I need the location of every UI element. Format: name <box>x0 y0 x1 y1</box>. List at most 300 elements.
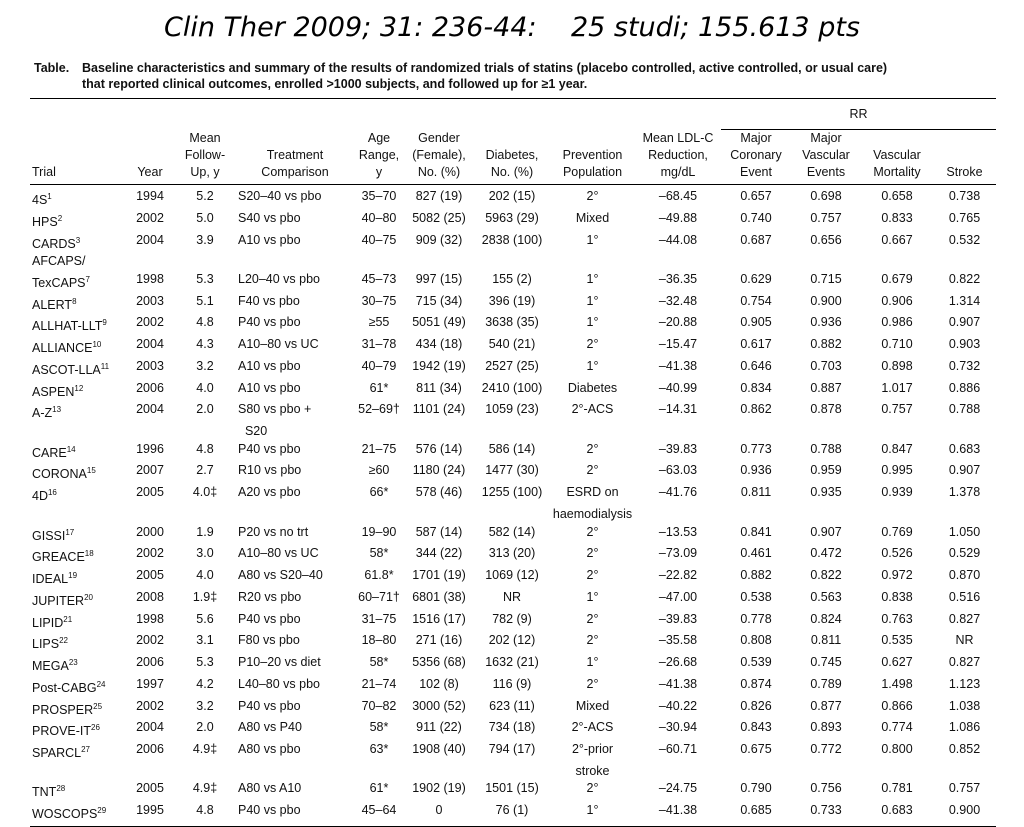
cell-treatment-text: S80 vs pbo + <box>238 402 312 417</box>
cell-followup <box>174 462 236 484</box>
cell-diabetes <box>474 763 550 781</box>
cell-major-vascular <box>791 506 861 524</box>
cell-trial-text: ALERT <box>32 297 73 312</box>
cell-trial-text: ASPEN <box>32 384 75 399</box>
cell-age-text: 45–64 <box>361 803 397 818</box>
cell-major-vascular-text: 0.822 <box>810 568 842 583</box>
cell-population <box>550 462 635 484</box>
cell-major-coronary-text: 0.687 <box>740 232 772 247</box>
cell-diabetes-text: 1501 (15) <box>485 781 539 796</box>
table-row <box>30 589 996 611</box>
cell-gender-text: 715 (34) <box>415 293 463 308</box>
cell-trial-text: JUPITER <box>32 593 85 608</box>
cell-major-vascular-text: 0.789 <box>810 676 842 691</box>
cell-major-vascular-text: 0.959 <box>810 463 842 478</box>
cell-ldl <box>635 185 721 210</box>
cell-stroke <box>933 253 996 271</box>
cell-gender <box>404 611 474 633</box>
cell-age-text: 61.8* <box>364 568 394 583</box>
cell-stroke <box>933 741 996 763</box>
cell-major-vascular <box>791 676 861 698</box>
cell-stroke <box>933 358 996 380</box>
cell-population <box>550 545 635 567</box>
cell-major-coronary-text: 0.811 <box>740 485 772 500</box>
cell-vascular-mortality-text: 0.781 <box>881 781 913 796</box>
cell-followup <box>174 741 236 763</box>
cell-ldl-text: –73.09 <box>658 546 698 561</box>
cell-treatment-text: A80 vs pbo <box>238 742 301 757</box>
cell-diabetes-text: 782 (9) <box>492 611 532 626</box>
cell-year <box>126 589 174 611</box>
cell-ldl-text: –26.68 <box>658 655 698 670</box>
cell-vascular-mortality-text: 0.774 <box>881 720 913 735</box>
cell-population <box>550 589 635 611</box>
cell-year <box>126 763 174 781</box>
cell-major-coronary-text: 0.843 <box>740 720 772 735</box>
cell-stroke <box>933 271 996 293</box>
cell-age <box>354 462 404 484</box>
cell-gender-text: 576 (14) <box>415 441 463 456</box>
table-row <box>30 380 996 402</box>
header-followup: Mean Follow- Up, y <box>174 130 236 185</box>
cell-trial-text: GREACE <box>32 550 85 565</box>
cell-vascular-mortality-text: 0.986 <box>881 315 913 330</box>
cell-gender <box>404 545 474 567</box>
cell-major-vascular-text: 0.733 <box>810 803 842 818</box>
cell-year <box>126 441 174 463</box>
cell-year-text: 2006 <box>136 655 164 670</box>
cell-diabetes-text: 2410 (100) <box>481 380 543 395</box>
cell-age-text: 40–75 <box>361 232 397 247</box>
cell-gender-text: 909 (32) <box>415 232 463 247</box>
reference-superscript: 8 <box>72 296 77 306</box>
cell-major-coronary <box>721 506 791 524</box>
cell-major-coronary <box>721 632 791 654</box>
cell-major-coronary-text: 0.617 <box>740 337 772 352</box>
reference-superscript: 7 <box>85 274 90 284</box>
table-row <box>30 611 996 633</box>
cell-trial <box>30 632 126 654</box>
cell-trial <box>30 336 126 358</box>
cell-diabetes-text: 76 (1) <box>495 803 529 818</box>
cell-ldl <box>635 611 721 633</box>
cell-major-vascular <box>791 314 861 336</box>
cell-followup-text: 5.1 <box>196 293 214 308</box>
header-year: Year <box>126 130 174 185</box>
cell-major-coronary-text: 0.826 <box>740 698 772 713</box>
cell-ldl-text: –22.82 <box>658 568 698 583</box>
table-row <box>30 423 996 441</box>
cell-major-vascular-text: 0.878 <box>810 402 842 417</box>
reference-superscript: 11 <box>100 361 110 371</box>
cell-year-text: 2002 <box>136 210 164 225</box>
cell-year <box>126 484 174 506</box>
cell-year-text: 2005 <box>136 781 164 796</box>
cell-vascular-mortality <box>861 358 933 380</box>
cell-treatment <box>236 676 354 698</box>
cell-diabetes-text: 1255 (100) <box>481 485 543 500</box>
cell-major-vascular <box>791 589 861 611</box>
cell-year <box>126 314 174 336</box>
header-row <box>30 130 996 185</box>
table-body <box>30 185 996 827</box>
cell-year-text: 2004 <box>136 720 164 735</box>
cell-followup <box>174 271 236 293</box>
cell-trial-text: CORONA <box>32 467 87 482</box>
cell-gender <box>404 589 474 611</box>
caption-line-2: that reported clinical outcomes, enrolled >1000 subjects, and followed up for ≥1 year. <box>82 77 588 91</box>
cell-ldl-text: –63.03 <box>658 463 698 478</box>
cell-ldl-text: –39.83 <box>658 441 698 456</box>
header-age: Age Range, y <box>354 130 404 185</box>
cell-treatment-text: L20–40 vs pbo <box>238 271 321 286</box>
cell-population-text: 2°-ACS <box>571 402 614 417</box>
cell-age <box>354 358 404 380</box>
cell-age <box>354 611 404 633</box>
cell-age-text: 21–75 <box>361 441 397 456</box>
cell-diabetes-text: 1059 (23) <box>485 402 539 417</box>
table-row <box>30 336 996 358</box>
cell-major-vascular-text: 0.772 <box>810 742 842 757</box>
header-stroke: Stroke <box>933 130 996 185</box>
cell-ldl-text: –35.58 <box>658 633 698 648</box>
cell-stroke-text: 0.765 <box>948 210 981 225</box>
cell-vascular-mortality <box>861 380 933 402</box>
cell-year <box>126 780 174 802</box>
cell-gender <box>404 441 474 463</box>
cell-year-text: 2000 <box>136 524 164 539</box>
cell-gender <box>404 401 474 423</box>
cell-year-text: 2002 <box>136 698 164 713</box>
cell-treatment <box>236 719 354 741</box>
cell-year-text: 2004 <box>136 402 164 417</box>
cell-followup-text: 2.0 <box>196 402 214 417</box>
cell-population <box>550 358 635 380</box>
reference-superscript: 1 <box>47 192 52 201</box>
cell-ldl <box>635 380 721 402</box>
cell-vascular-mortality-text: 0.847 <box>881 441 913 456</box>
cell-vascular-mortality <box>861 524 933 546</box>
cell-ldl <box>635 802 721 826</box>
cell-age <box>354 253 404 271</box>
cell-major-coronary <box>721 741 791 763</box>
cell-population <box>550 632 635 654</box>
cell-population-text: 2° <box>586 524 599 539</box>
cell-population <box>550 506 635 524</box>
cell-gender-text: 1902 (19) <box>412 781 466 796</box>
cell-population-text: 2° <box>586 337 599 352</box>
cell-ldl <box>635 719 721 741</box>
cell-age-text: 31–78 <box>361 337 397 352</box>
cell-trial <box>30 441 126 463</box>
cell-gender-text: 997 (15) <box>415 271 463 286</box>
cell-age <box>354 632 404 654</box>
statin-trials-table <box>30 98 996 827</box>
cell-population-text: ESRD on <box>566 485 619 500</box>
cell-stroke-text: 0.732 <box>948 358 981 373</box>
cell-stroke-text: 0.738 <box>948 189 981 203</box>
cell-gender-text: 1180 (24) <box>412 463 466 478</box>
cell-major-vascular <box>791 698 861 720</box>
cell-major-coronary-text: 0.629 <box>740 271 772 286</box>
reference-superscript: 18 <box>84 549 94 559</box>
cell-year <box>126 185 174 210</box>
cell-followup-text: 5.2 <box>196 189 214 203</box>
cell-age-text: ≥55 <box>368 315 390 330</box>
cell-vascular-mortality-text: 0.906 <box>881 293 913 308</box>
table-row <box>30 358 996 380</box>
cell-population-text: 2° <box>586 189 599 203</box>
cell-population <box>550 441 635 463</box>
cell-age <box>354 210 404 232</box>
cell-treatment <box>236 589 354 611</box>
cell-followup <box>174 802 236 826</box>
cell-population-text: 1° <box>586 655 599 670</box>
caption-line-1: Baseline characteristics and summary of the results of randomized trials of statins (placebo controlled, active controlled, or usual care) <box>82 61 888 75</box>
cell-trial <box>30 314 126 336</box>
cell-diabetes-text: 202 (15) <box>488 189 536 203</box>
cell-year <box>126 741 174 763</box>
cell-age <box>354 719 404 741</box>
cell-followup-text: 5.3 <box>196 655 214 670</box>
cell-year <box>126 545 174 567</box>
cell-diabetes-text: 586 (14) <box>488 441 536 456</box>
cell-age-text: 21–74 <box>361 676 397 691</box>
cell-year <box>126 567 174 589</box>
cell-vascular-mortality <box>861 336 933 358</box>
cell-population-text: 2° <box>586 676 599 691</box>
cell-stroke-text: 1.123 <box>948 676 981 691</box>
cell-year-text: 1994 <box>136 189 164 203</box>
cell-gender <box>404 719 474 741</box>
cell-major-vascular <box>791 358 861 380</box>
cell-treatment <box>236 545 354 567</box>
table-row <box>30 632 996 654</box>
cell-followup <box>174 524 236 546</box>
cell-major-coronary <box>721 611 791 633</box>
cell-diabetes <box>474 484 550 506</box>
cell-diabetes <box>474 210 550 232</box>
cell-treatment-text: P40 vs pbo <box>238 441 301 456</box>
cell-major-coronary <box>721 698 791 720</box>
cell-ldl <box>635 524 721 546</box>
cell-treatment-text: P40 vs pbo <box>238 315 301 330</box>
cell-treatment <box>236 802 354 826</box>
cell-followup <box>174 719 236 741</box>
cell-trial <box>30 271 126 293</box>
cell-gender-text: 271 (16) <box>415 633 463 648</box>
cell-major-coronary-text: 0.778 <box>740 611 772 626</box>
cell-trial-text: TexCAPS <box>32 276 86 290</box>
cell-major-coronary <box>721 462 791 484</box>
cell-population-text: Diabetes <box>567 380 618 395</box>
cell-trial-text: LIPS <box>32 637 60 652</box>
cell-gender-text: 1101 (24) <box>412 402 466 417</box>
cell-major-vascular <box>791 462 861 484</box>
cell-vascular-mortality-text: 0.939 <box>881 485 913 500</box>
cell-diabetes-text: 2838 (100) <box>481 232 543 247</box>
cell-major-vascular <box>791 741 861 763</box>
cell-vascular-mortality <box>861 719 933 741</box>
cell-major-coronary-text: 0.675 <box>740 742 772 757</box>
cell-followup-text: 4.8 <box>196 315 214 330</box>
cell-gender-text: 1516 (17) <box>412 611 466 626</box>
cell-vascular-mortality <box>861 741 933 763</box>
cell-major-vascular <box>791 524 861 546</box>
cell-age <box>354 698 404 720</box>
cell-treatment <box>236 567 354 589</box>
cell-vascular-mortality <box>861 780 933 802</box>
cell-treatment <box>236 380 354 402</box>
cell-major-coronary <box>721 380 791 402</box>
cell-vascular-mortality <box>861 654 933 676</box>
cell-followup <box>174 336 236 358</box>
cell-ldl <box>635 567 721 589</box>
cell-trial <box>30 524 126 546</box>
cell-followup <box>174 293 236 315</box>
cell-ldl-text: –39.83 <box>658 611 698 626</box>
cell-vascular-mortality <box>861 676 933 698</box>
cell-age <box>354 567 404 589</box>
reference-superscript: 14 <box>66 444 76 454</box>
cell-ldl-text: –60.71 <box>658 742 698 757</box>
cell-diabetes <box>474 676 550 698</box>
cell-followup <box>174 232 236 254</box>
cell-major-coronary <box>721 441 791 463</box>
cell-ldl-text: –44.08 <box>658 232 698 247</box>
cell-trial <box>30 567 126 589</box>
cell-age-text: 35–70 <box>361 189 397 203</box>
cell-trial <box>30 462 126 484</box>
cell-population-text: stroke <box>575 763 610 778</box>
cell-trial <box>30 401 126 423</box>
cell-ldl-text: –15.47 <box>658 337 698 352</box>
cell-treatment <box>236 524 354 546</box>
reference-superscript: 3 <box>75 235 81 245</box>
cell-population <box>550 654 635 676</box>
table-row <box>30 741 996 763</box>
cell-trial <box>30 293 126 315</box>
cell-age-text: 63* <box>369 742 389 757</box>
cell-diabetes <box>474 589 550 611</box>
cell-age-text: 66* <box>369 485 389 500</box>
cell-stroke <box>933 545 996 567</box>
cell-treatment <box>236 611 354 633</box>
cell-year <box>126 632 174 654</box>
cell-diabetes <box>474 358 550 380</box>
cell-trial-text: ALLIANCE <box>32 341 93 356</box>
cell-diabetes <box>474 719 550 741</box>
cell-gender-text: 1701 (19) <box>412 568 466 583</box>
header-rr-group: RR <box>721 99 996 130</box>
cell-diabetes <box>474 271 550 293</box>
table-row <box>30 462 996 484</box>
cell-year-text: 2008 <box>136 589 164 604</box>
cell-vascular-mortality <box>861 698 933 720</box>
table-row <box>30 210 996 232</box>
cell-population <box>550 741 635 763</box>
header-major-coronary: Major Coronary Event <box>721 130 791 185</box>
cell-stroke <box>933 524 996 546</box>
cell-followup <box>174 611 236 633</box>
cell-major-coronary-text: 0.936 <box>740 463 772 478</box>
cell-year <box>126 719 174 741</box>
cell-treatment-text: P10–20 vs diet <box>238 655 321 670</box>
cell-stroke <box>933 506 996 524</box>
table-row <box>30 506 996 524</box>
cell-gender <box>404 423 474 441</box>
cell-trial-text: LIPID <box>32 615 64 630</box>
cell-major-vascular <box>791 293 861 315</box>
cell-gender <box>404 763 474 781</box>
cell-gender <box>404 567 474 589</box>
cell-ldl-text: –68.45 <box>658 189 698 203</box>
cell-vascular-mortality-text: 0.866 <box>881 698 913 713</box>
cell-trial-text: CARDS <box>32 236 76 251</box>
cell-major-vascular <box>791 780 861 802</box>
cell-diabetes <box>474 654 550 676</box>
cell-major-coronary-text: 0.834 <box>740 380 772 395</box>
cell-population <box>550 293 635 315</box>
cell-major-vascular <box>791 232 861 254</box>
cell-population <box>550 336 635 358</box>
cell-stroke <box>933 336 996 358</box>
cell-trial-text: MEGA <box>32 659 69 674</box>
cell-ldl <box>635 293 721 315</box>
cell-gender <box>404 462 474 484</box>
cell-treatment-text: A10–80 vs UC <box>238 337 319 352</box>
cell-trial <box>30 545 126 567</box>
cell-ldl <box>635 698 721 720</box>
cell-trial-text: PROVE-IT <box>32 724 92 739</box>
cell-age-text: ≥60 <box>368 463 390 478</box>
header-population: Prevention Population <box>550 130 635 185</box>
header-rr-row <box>30 99 996 130</box>
cell-followup <box>174 545 236 567</box>
cell-gender <box>404 210 474 232</box>
cell-age-text: 70–82 <box>361 698 397 713</box>
cell-major-coronary <box>721 185 791 210</box>
cell-followup-text: 4.0 <box>196 568 214 583</box>
cell-ldl <box>635 232 721 254</box>
cell-diabetes <box>474 567 550 589</box>
cell-major-coronary-text: 0.808 <box>740 633 772 648</box>
cell-vascular-mortality <box>861 589 933 611</box>
cell-major-coronary <box>721 423 791 441</box>
cell-gender <box>404 314 474 336</box>
cell-age-text: 30–75 <box>361 293 397 308</box>
cell-followup <box>174 763 236 781</box>
cell-followup <box>174 676 236 698</box>
cell-gender <box>404 654 474 676</box>
cell-vascular-mortality <box>861 401 933 423</box>
cell-major-vascular-text: 0.563 <box>810 589 842 604</box>
cell-treatment <box>236 654 354 676</box>
cell-age <box>354 506 404 524</box>
table-row <box>30 567 996 589</box>
cell-ldl <box>635 423 721 441</box>
cell-followup-text: 3.2 <box>196 358 214 373</box>
cell-gender-text: 3000 (52) <box>412 698 466 713</box>
cell-vascular-mortality <box>861 185 933 210</box>
cell-ldl-text: –40.99 <box>658 380 698 395</box>
cell-diabetes <box>474 314 550 336</box>
header-gender: Gender (Female), No. (%) <box>404 130 474 185</box>
cell-age <box>354 185 404 210</box>
cell-major-vascular-text: 0.907 <box>810 524 842 539</box>
cell-followup-text: 4.0‡ <box>192 485 218 500</box>
cell-major-vascular-text: 0.745 <box>810 655 842 670</box>
